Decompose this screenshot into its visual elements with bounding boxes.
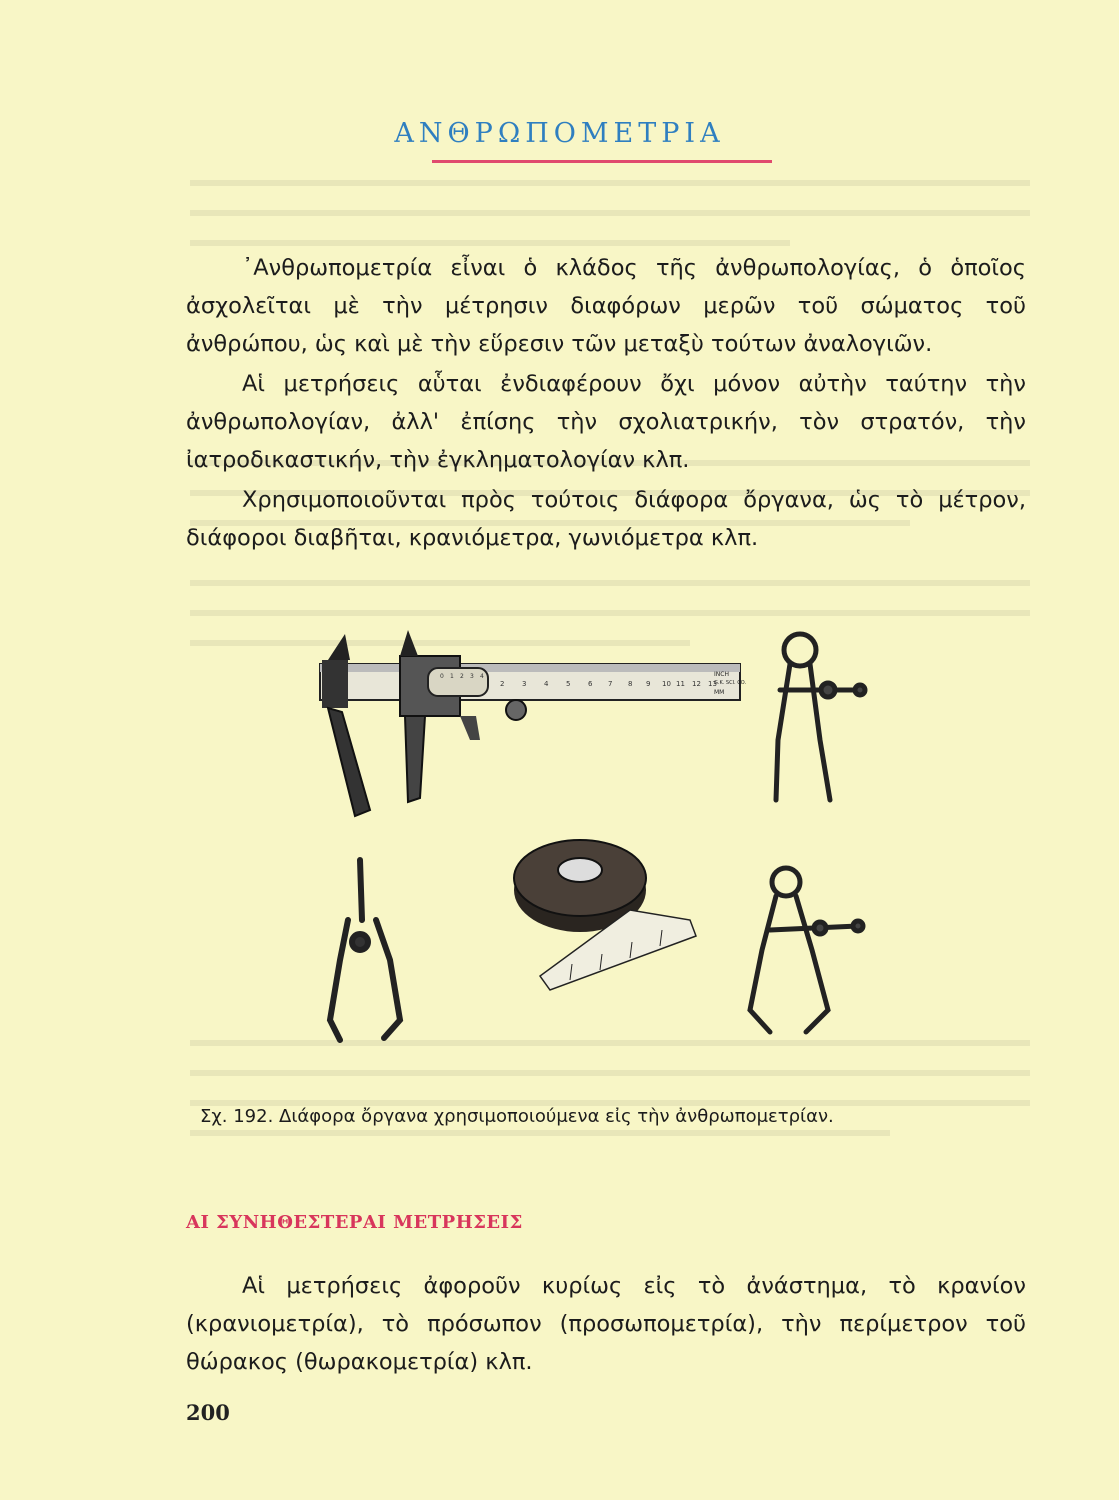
ruler-maker: G.K. SCI. CO. — [714, 680, 747, 686]
scale-mark: 3 — [522, 680, 527, 688]
scale-mark: 10 — [662, 680, 671, 688]
scale-mark: 7 — [608, 680, 613, 688]
scale-mark: 5 — [566, 680, 571, 688]
page-title: ΑΝΘΡΩΠΟΜΕΤΡΙΑ — [394, 118, 725, 149]
paragraph-interest — [186, 365, 1026, 479]
paragraph-text: ᾿Ανθρωπομετρία εἶναι ὁ κλάδος τῆς ἀνθρωπολογίας, ὁ ὁποῖος ἀσχολεῖται μὲ τὴν μέτρησιν διαφόρων μερῶν τοῦ σώματος τοῦ ἀνθρώπου, ὡς καὶ μὲ τὴν εὕρεσιν τῶν μεταξὺ τούτων ἀναλογιῶν. — [186, 255, 1026, 357]
scale-mark: 9 — [646, 680, 651, 688]
scale-mark: 8 — [628, 680, 633, 688]
paragraph-measurements — [186, 1267, 1026, 1381]
scale-mark: 13 — [708, 680, 717, 688]
measuring-tape-icon — [514, 840, 696, 990]
outside-caliper-icon — [776, 634, 865, 800]
spring-caliper-icon — [750, 868, 863, 1032]
ruler-label: INCH — [714, 671, 729, 678]
scale-mark: 4 — [544, 680, 549, 688]
scale-mark: 2 — [460, 673, 464, 680]
section-heading: ΑΙ ΣΥΝΗΘΕΣΤΕΡΑΙ ΜΕΤΡΗΣΕΙΣ — [186, 1212, 523, 1233]
instruments-figure — [300, 620, 1020, 1070]
ruler-unit: MM — [714, 689, 725, 696]
paragraph-definition — [186, 249, 1026, 363]
scale-mark: 1 — [450, 673, 454, 680]
scale-mark: 11 — [676, 680, 685, 688]
paragraph-instruments — [186, 481, 1026, 557]
scale-mark: 0 — [440, 673, 444, 680]
skull-caliper-icon — [330, 860, 400, 1040]
title-underline — [432, 160, 772, 163]
scale-mark: 2 — [500, 680, 505, 688]
paragraph-text: Αἱ μετρήσεις αὗται ἐνδιαφέρουν ὄχι μόνον αὐτὴν ταύτην τὴν ἀνθρωπολογίαν, ἀλλ' ἐπίσης τὴν σχολιατρικήν, τὸν στρατόν, τὴν ἰατροδικαστικήν, τὴν ἐγκληματολογίαν κλπ. — [186, 371, 1026, 473]
paragraph-text: Αἱ μετρήσεις ἀφοροῦν κυρίως εἰς τὸ ἀνάστημα, τὸ κρανίον (κρανιομετρία), τὸ πρόσωπον (προσωπομετρία), τὴν περίμετρον τοῦ θώρακος (θωρακομετρία) κλπ. — [186, 1273, 1026, 1375]
scale-mark: 12 — [692, 680, 701, 688]
page-number: 200 — [186, 1400, 230, 1425]
scale-mark: 6 — [588, 680, 593, 688]
scale-mark: 4 — [480, 673, 484, 680]
vernier-caliper-icon — [320, 630, 746, 816]
figure-caption: Σχ. 192. Διάφορα ὄργανα χρησιμοποιούμενα εἰς τὴν ἀνθρωπομετρίαν. — [200, 1106, 834, 1127]
paragraph-text: Χρησιμοποιοῦνται πρὸς τούτοις διάφορα ὄργανα, ὡς τὸ μέτρον, διάφοροι διαβῆται, κρανιόμετρα, γωνιόμετρα κλπ. — [186, 487, 1026, 551]
scale-mark: 3 — [470, 673, 474, 680]
